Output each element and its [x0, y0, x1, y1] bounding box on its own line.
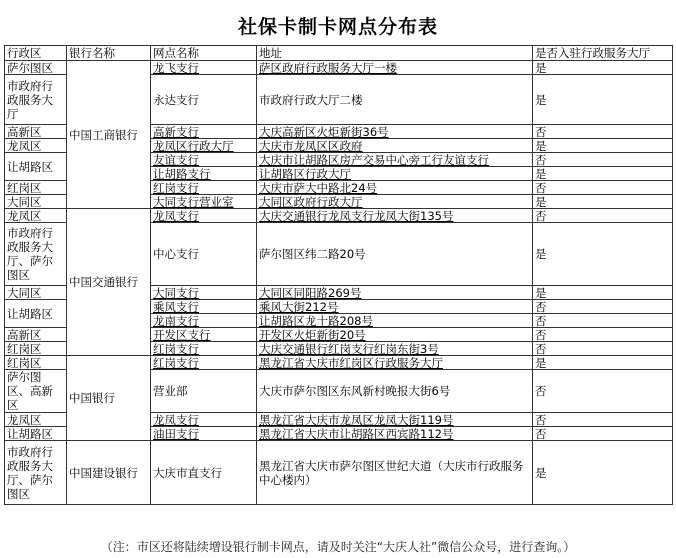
page-title: 社保卡制卡网点分布表	[237, 16, 438, 38]
district-cell: 让胡路区	[5, 300, 67, 328]
hall-cell: 否	[533, 370, 673, 413]
address-cell: 黑龙江省大庆市龙凤区龙凤大街119号	[257, 413, 533, 427]
hall-cell: 否	[533, 413, 673, 427]
table-row	[5, 356, 673, 370]
address-cell: 萨区政府行政服务大厅一楼	[257, 61, 533, 75]
branch-cell: 友谊支行	[151, 153, 257, 167]
bank-cell: 中国建设银行	[67, 441, 151, 505]
district-cell: 红岗区	[5, 181, 67, 195]
district-cell: 大同区	[5, 286, 67, 300]
bank-cell: 中国工商银行	[67, 61, 151, 209]
branch-cell: 龙飞支行	[151, 61, 257, 75]
address-cell: 大庆市龙凤区区政府	[257, 139, 533, 153]
header-branch: 网点名称	[151, 46, 257, 61]
address-cell: 黑龙江省大庆市让胡路区西宾路112号	[257, 427, 533, 441]
branch-cell: 红岗支行	[151, 342, 257, 356]
district-cell: 龙凤区	[5, 209, 67, 223]
district-cell: 让胡路区	[5, 427, 67, 441]
branch-cell: 红岗支行	[151, 356, 257, 370]
address-cell: 萨尔图区纬二路20号	[257, 223, 533, 286]
header-bank: 银行名称	[67, 46, 151, 61]
district-cell: 高新区	[5, 125, 67, 139]
address-cell: 大庆市让胡路区房产交易中心旁工行友谊支行	[257, 153, 533, 167]
hall-cell: 是	[533, 195, 673, 209]
address-cell: 大庆交通银行红岗支行红岗东街3号	[257, 342, 533, 356]
branch-cell: 开发区支行	[151, 328, 257, 342]
hall-cell: 否	[533, 153, 673, 167]
hall-cell: 否	[533, 181, 673, 195]
district-cell: 市政府行政服务大厅、萨尔图区	[5, 223, 67, 286]
hall-cell: 是	[533, 441, 673, 505]
district-cell: 龙凤区	[5, 413, 67, 427]
hall-cell: 是	[533, 223, 673, 286]
district-cell: 让胡路区	[5, 153, 67, 181]
table-row	[5, 441, 673, 505]
district-cell: 萨尔图区	[5, 61, 67, 75]
address-cell: 让胡路区龙十路208号	[257, 314, 533, 328]
header-district: 行政区	[5, 46, 67, 61]
address-cell: 黑龙江省大庆市萨尔图区世纪大道（大庆市行政服务中心楼内）	[257, 441, 533, 505]
district-cell: 高新区	[5, 328, 67, 342]
hall-cell: 否	[533, 300, 673, 314]
table-row	[5, 209, 673, 223]
district-cell: 市政府行政服务大厅、萨尔图区	[5, 441, 67, 505]
address-cell: 黑龙江省大庆市红岗区行政服务大厅	[257, 356, 533, 370]
hall-cell: 否	[533, 342, 673, 356]
address-cell: 乘风大街212号	[257, 300, 533, 314]
branch-cell: 营业部	[151, 370, 257, 413]
branch-cell: 龙凤区行政大厅	[151, 139, 257, 153]
hall-cell: 是	[533, 286, 673, 300]
district-cell: 红岗区	[5, 342, 67, 356]
hall-cell: 否	[533, 125, 673, 139]
bank-cell: 中国交通银行	[67, 209, 151, 356]
branch-table	[4, 45, 673, 505]
branch-cell: 大同支行营业室	[151, 195, 257, 209]
branch-cell: 永达支行	[151, 75, 257, 125]
address-cell: 大庆市萨尔图区东风新村晚报大街6号	[257, 370, 533, 413]
branch-cell: 让胡路支行	[151, 167, 257, 181]
branch-cell: 中心支行	[151, 223, 257, 286]
hall-cell: 是	[533, 167, 673, 181]
bank-cell: 中国银行	[67, 356, 151, 441]
address-cell: 大同区同阳路269号	[257, 286, 533, 300]
hall-cell: 是	[533, 139, 673, 153]
address-cell: 大同区政府行政大厅	[257, 195, 533, 209]
address-cell: 市政府行政大厅二楼	[257, 75, 533, 125]
hall-cell: 否	[533, 209, 673, 223]
header-address: 地址	[257, 46, 533, 61]
district-cell: 萨尔图区、高新区	[5, 370, 67, 413]
branch-cell: 油田支行	[151, 427, 257, 441]
address-cell: 大庆交通银行龙凤支行龙凤大街135号	[257, 209, 533, 223]
branch-cell: 大同支行	[151, 286, 257, 300]
hall-cell: 是	[533, 75, 673, 125]
branch-cell: 高新支行	[151, 125, 257, 139]
table-header-row	[5, 46, 673, 61]
branch-cell: 龙南支行	[151, 314, 257, 328]
address-cell: 大庆市萨大中路北24号	[257, 181, 533, 195]
address-cell: 大庆高新区火炬新街36号	[257, 125, 533, 139]
hall-cell: 否	[533, 328, 673, 342]
header-hall: 是否入驻行政服务大厅	[533, 46, 673, 61]
hall-cell: 否	[533, 314, 673, 328]
hall-cell: 是	[533, 61, 673, 75]
district-cell: 龙凤区	[5, 139, 67, 153]
district-cell: 市政府行政服务大厅	[5, 75, 67, 125]
branch-cell: 乘风支行	[151, 300, 257, 314]
hall-cell: 否	[533, 427, 673, 441]
address-cell: 让胡路区行政大厅	[257, 167, 533, 181]
branch-cell: 龙凤支行	[151, 413, 257, 427]
hall-cell: 是	[533, 356, 673, 370]
district-cell: 红岗区	[5, 356, 67, 370]
branch-cell: 龙凤支行	[151, 209, 257, 223]
district-cell: 大同区	[5, 195, 67, 209]
address-cell: 开发区火炬新街20号	[257, 328, 533, 342]
table-row	[5, 61, 673, 75]
footnote: （注：市区还将陆续增设银行制卡网点，请及时关注“大庆人社”微信公众号，进行查询。）	[100, 540, 576, 554]
branch-cell: 大庆市直支行	[151, 441, 257, 505]
branch-cell: 红岗支行	[151, 181, 257, 195]
